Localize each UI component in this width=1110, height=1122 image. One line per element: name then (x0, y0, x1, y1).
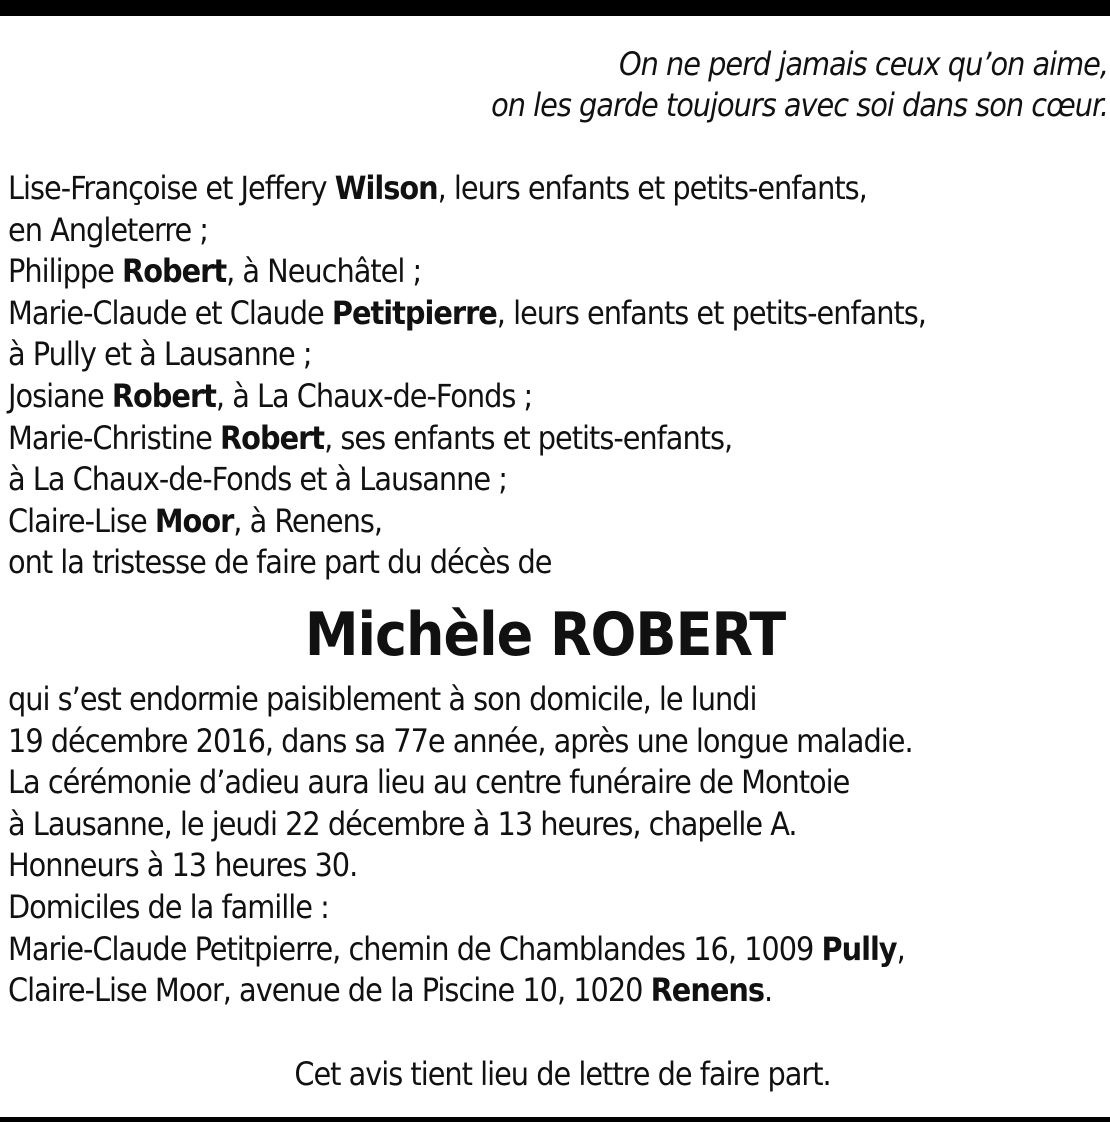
detail-line: Claire-Lise Moor, avenue de la Piscine 10, 1020 Renens. (8, 971, 773, 1010)
detail-line: qui s’est endormie paisiblement à son domicile, le lundi (8, 680, 757, 718)
family-line: à La Chaux-de-Fonds et à Lausanne ; (8, 460, 507, 499)
family-line: en Angleterre ; (8, 210, 208, 249)
closing-note: Cet avis tient lieu de lettre de faire part. (294, 1055, 831, 1093)
detail-line: 19 décembre 2016, dans sa 77e année, après une longue maladie. (8, 721, 913, 760)
top-border (0, 0, 1110, 16)
family-line: Josiane Robert, à La Chaux-de-Fonds ; (8, 376, 533, 415)
family-line: Claire-Lise Moor, à Renens, (8, 501, 382, 540)
detail-line: Marie-Claude Petitpierre, chemin de Chamblandes 16, 1009 Pully, (8, 929, 905, 968)
family-line: ont la tristesse de faire part du décès de (8, 543, 552, 582)
ceremony-details (8, 679, 1098, 1012)
deceased-name: Michèle ROBERT (304, 600, 786, 670)
detail-line: Honneurs à 13 heures 30. (8, 846, 358, 885)
detail-line: La cérémonie d’adieu aura lieu au centre funéraire de Montoie (8, 763, 850, 802)
epigraph-line-1: On ne perd jamais ceux qu’on aime, (618, 45, 1108, 83)
epigraph (108, 44, 1108, 126)
family-line: Marie-Claude et Claude Petitpierre, leurs enfants et petits-enfants, (8, 293, 926, 332)
bottom-border (0, 1117, 1110, 1122)
family-line: Lise-Françoise et Jeffery Wilson, leurs enfants et petits-enfants, (8, 169, 867, 207)
family-list (8, 168, 1098, 584)
family-line: à Pully et à Lausanne ; (8, 335, 312, 374)
detail-line: à Lausanne, le jeudi 22 décembre à 13 heures, chapelle A. (8, 804, 797, 843)
epigraph-line-2: on les garde toujours avec soi dans son cœur. (491, 86, 1108, 124)
detail-line: Domiciles de la famille : (8, 887, 329, 926)
family-line: Marie-Christine Robert, ses enfants et petits-enfants, (8, 418, 733, 457)
family-line: Philippe Robert, à Neuchâtel ; (8, 252, 422, 291)
